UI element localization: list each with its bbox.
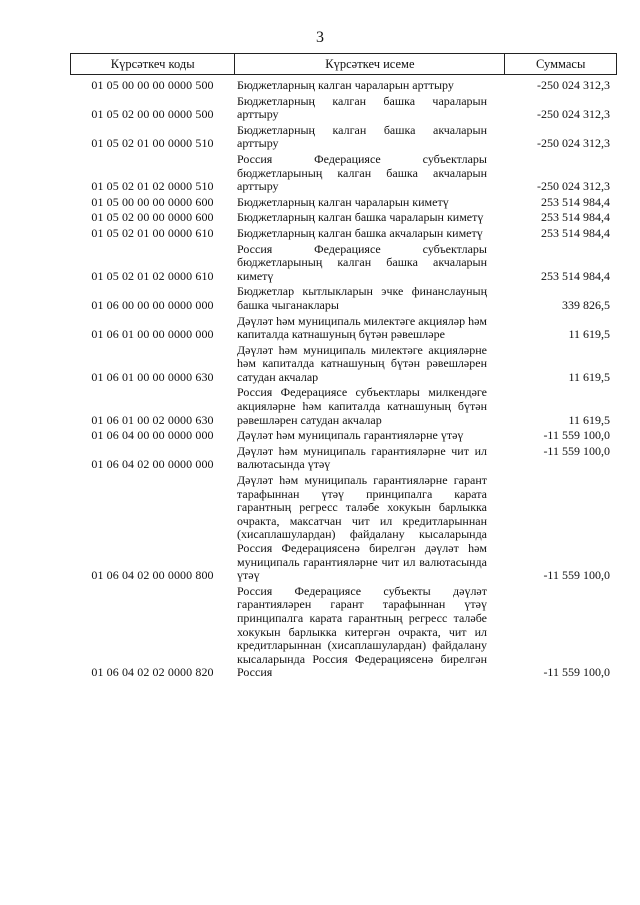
row-name: Россия Федерациясе субъектлары бюджетларының калган башка акчаларын арттыру — [237, 151, 487, 194]
row-name: Бюджетларның калган чараларын арттыру — [237, 78, 454, 92]
table-row — [70, 474, 617, 583]
row-code: 01 06 04 00 00 0000 000 — [91, 428, 214, 443]
table-row — [70, 386, 617, 427]
table-row — [70, 95, 617, 122]
row-code: 01 06 04 02 00 0000 000 — [91, 457, 214, 472]
row-sum: -11 559 100,0 — [543, 568, 610, 583]
row-code: 01 05 02 01 00 0000 610 — [91, 225, 214, 240]
table-row — [70, 585, 617, 680]
row-sum: 11 619,5 — [568, 412, 610, 427]
table-row — [70, 445, 617, 472]
row-sum: 11 619,5 — [568, 327, 610, 342]
row-name: Дәүләт һәм муниципаль гарантияләрне чит ил валютасында үтәү — [237, 443, 487, 472]
row-code: 01 06 04 02 02 0000 820 — [91, 665, 214, 680]
budget-table — [70, 53, 617, 682]
row-code: 01 06 01 00 02 0000 630 — [91, 412, 214, 427]
table-row — [70, 124, 617, 151]
row-sum: -250 024 312,3 — [537, 107, 610, 122]
row-name: Россия Федерациясе субъектлары милкендәге акцияләрне һәм капиталда катнашуның бүтән рәвешләрен сатудан акчалар — [237, 385, 487, 427]
row-sum: 253 514 984,4 — [541, 225, 610, 240]
table-row — [70, 196, 617, 210]
row-sum: -250 024 312,3 — [537, 78, 610, 92]
row-name: Россия Федерациясе субъекты дәүләт гарантияләрен гарант тарафыннан үтәү принципалга карата гарантның регресс таләбе хокукын барлыкка китергән очракта, чит ил кредитларыннан (хисаплашулардан) файдалану кысаларында Россия Федерациясенә бирелгән Россия — [237, 583, 487, 680]
row-name: Бюджетларның калган башка чараларын арттыру — [237, 93, 487, 122]
table-row — [70, 315, 617, 342]
page-number: 3 — [316, 29, 324, 46]
row-code: 01 05 00 00 00 0000 500 — [91, 78, 214, 92]
row-sum: -11 559 100,0 — [543, 665, 610, 680]
table-row — [70, 79, 617, 93]
row-code: 01 05 00 00 00 0000 600 — [91, 194, 214, 209]
row-sum: 253 514 984,4 — [541, 194, 610, 209]
row-sum: -11 559 100,0 — [543, 443, 610, 458]
row-name: Бюджетларның калган башка чараларын киметү — [237, 210, 484, 225]
table-row — [70, 429, 617, 443]
row-code: 01 06 04 02 00 0000 800 — [91, 568, 214, 583]
table-row — [70, 344, 617, 385]
table-row — [70, 243, 617, 284]
header-code: Күрсәткеч коды — [71, 54, 235, 74]
row-name: Дәүләт һәм муниципаль гарантияләрне гарант тарафыннан үтәү принципалга карата гарантның регресс таләбе хокукын барлыкка очракта, максатчан чит ил кредитларыннан (хисаплашулардан) файдалану кысаларында Россия Федерациясенә бирелгән дәүләт һәм муниципаль гарантияләрне чит ил валютасында үтәү — [237, 473, 487, 583]
row-code: 01 05 02 01 02 0000 610 — [91, 268, 214, 283]
row-sum: 253 514 984,4 — [541, 210, 610, 225]
row-sum: -11 559 100,0 — [543, 428, 610, 443]
table-row — [70, 227, 617, 241]
row-name: Дәүләт һәм муниципаль гарантияләрне үтәү — [237, 428, 464, 443]
row-code: 01 05 02 00 00 0000 500 — [91, 107, 214, 122]
row-sum: -250 024 312,3 — [537, 136, 610, 151]
row-sum: 339 826,5 — [562, 297, 610, 312]
table-row — [70, 211, 617, 225]
row-name: Дәүләт һәм муниципаль милектәге акцияләр һәм капиталда катнашуның бүтән рәвешләре — [237, 313, 488, 342]
row-name: Бюджетларның калган башка акчаларын арттыру — [237, 122, 487, 151]
row-name: Россия Федерациясе субъектлары бюджетларының калган башка акчаларын киметү — [237, 241, 487, 283]
row-sum: 253 514 984,4 — [541, 268, 610, 283]
table-row — [70, 285, 617, 312]
table-row — [70, 153, 617, 194]
row-code: 01 06 01 00 00 0000 630 — [91, 369, 214, 384]
row-code: 01 06 01 00 00 0000 000 — [91, 327, 214, 342]
table-body — [70, 79, 617, 680]
header-name: Күрсәткеч исеме — [235, 54, 505, 74]
row-name: Дәүләт һәм муниципаль милектәге акцияләрне һәм капиталда катнашуның бүтән рәвешләрен сатудан акчалар — [237, 342, 487, 384]
header-sum: Суммасы — [536, 56, 586, 71]
row-sum: -250 024 312,3 — [537, 179, 610, 194]
row-name: Бюджетлар кытлыкларын эчке финанслауның башка чыганаклары — [237, 284, 487, 312]
table-header — [70, 53, 617, 75]
row-name: Бюджетларның калган башка акчаларын киметү — [237, 225, 483, 240]
row-code: 01 06 00 00 00 0000 000 — [91, 297, 214, 312]
row-sum: 11 619,5 — [568, 369, 610, 384]
row-code: 01 05 02 01 00 0000 510 — [91, 136, 214, 151]
row-code: 01 05 02 01 02 0000 510 — [91, 179, 214, 194]
row-name: Бюджетларның калган чараларын киметү — [237, 194, 449, 209]
row-code: 01 05 02 00 00 0000 600 — [91, 210, 214, 225]
